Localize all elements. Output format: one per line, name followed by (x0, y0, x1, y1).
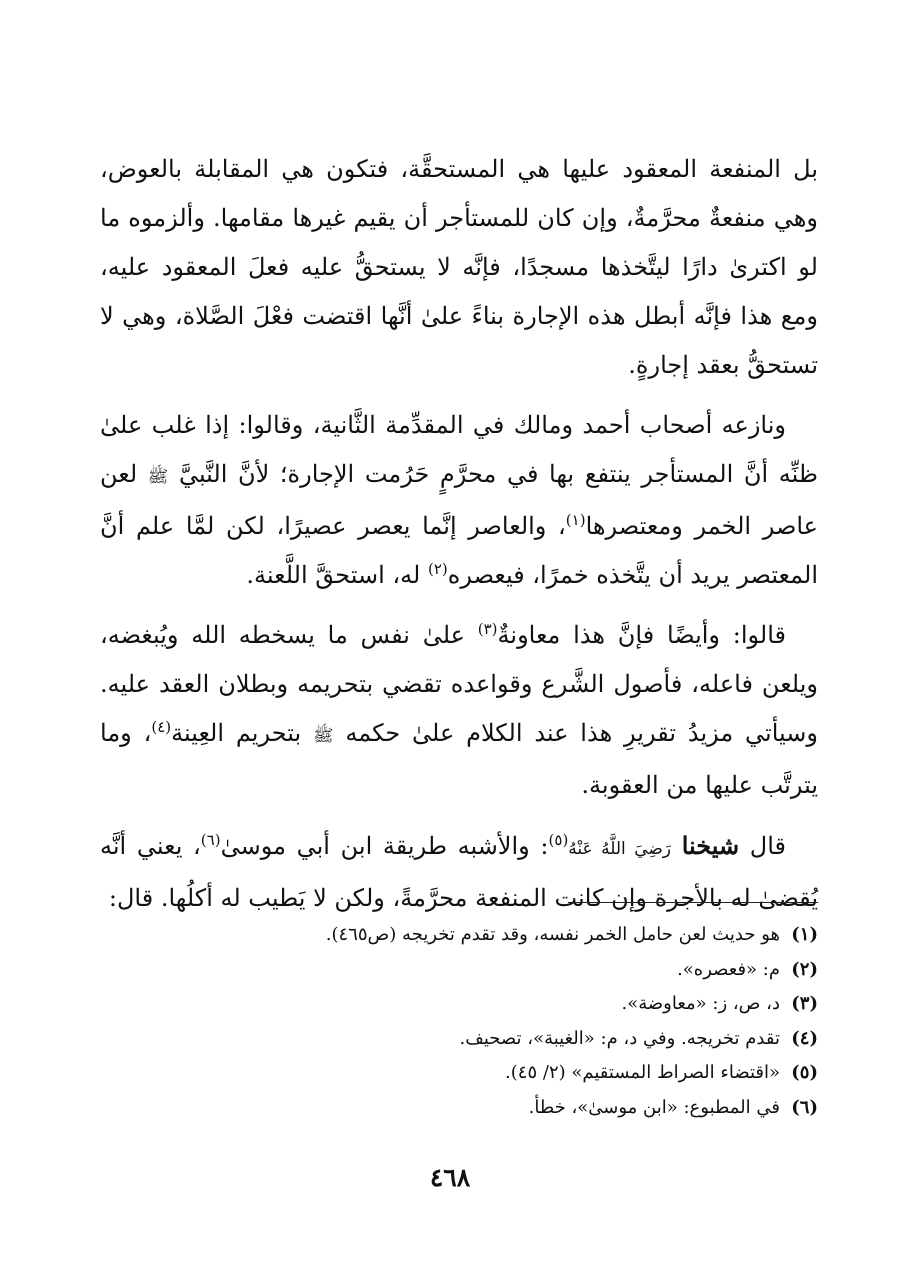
footnote-number: (٤) (791, 1027, 818, 1049)
salawat-glyph: ﷺ (312, 726, 334, 746)
footnote-ref-1[interactable]: (١) (565, 511, 586, 529)
honorific-glyph: رَضِيَ اللَّهُ عَنْهُ (568, 839, 672, 859)
footnote-ref-5[interactable]: (٥) (548, 831, 569, 849)
paragraph-2: ونازعه أصحاب أحمد ومالك في المقدِّمة الثَّانية، وقالوا: إذا غلب علىٰ ظنِّه أنَّ المستأجر ينتفع بها في محرَّمٍ حَرُمت الإجارة؛ لأنَّ النَّبيَّ ﷺ لعن عاصر الخمر ومعتصرها$^{(١)}$، والعاصر إنَّما يعصر عصيرًا، لكن لمَّا علم أنَّ المعتصر يريد أن يتَّخذه خمرًا، فيعصره$^{(٢)}$ له، استحقَّ اللَّعنة. (100, 411, 818, 589)
footnote-number: (٥) (791, 1062, 818, 1083)
paragraph-1: بل المنفعة المعقود عليها هي المستحقَّة، فتكون هي المقابلة بالعوض، وهي منفعةٌ محرَّمةٌ، وإن كان للمستأجر أن يقيم غيرها مقامها. وألزموه ما لو اكترىٰ دارًا ليتَّخذها مسجدًا، فإنَّه لا يستحقُّ عليه فعلَ المعقود عليه، ومع هذا فإنَّه أبطل هذه الإجارة بناءً علىٰ أنَّها اقتضت فعْلَ الصَّلاة، وهي لا تستحقُّ بعقد إجارةٍ. (100, 155, 818, 379)
footnote-number: (٢) (791, 958, 818, 980)
page-number: ٤٦٨ (429, 1163, 471, 1192)
salawat-glyph: ﷺ (147, 467, 169, 487)
footnote-text: تقدم تخريجه. وفي د، م: «الغيبة»، تصحيف. (459, 1027, 780, 1049)
footnote-item (118, 953, 818, 988)
paragraph-3: قالوا: وأيضًا فإنَّ هذا معاونةٌ$^{(٣)}$ علىٰ نفس ما يسخطه الله ويُبغضه، ويلعن فاعله، فأصول الشَّرع وقواعده تقضي بتحريمه وبطلان العقد عليه. وسيأتي مزيدُ تقريرِ هذا عند الكلام علىٰ حكمه ﷺ بتحريم العِينة$^{(٤)}$، وما يترتَّب عليها من العقوبة. (100, 620, 818, 799)
footnote-number: (٣) (791, 993, 818, 1014)
footnote-item (118, 987, 818, 1022)
footnote-text: «اقتضاء الصراط المستقيم» (٢/ ٤٥). (505, 1062, 780, 1083)
footnote-ref-2[interactable]: (٢) (427, 560, 448, 578)
paragraph-4: قال شيخنا رَضِيَ اللَّهُ عَنْهُ$^{(٥)}$: والأشبه طريقة ابن أبي موسىٰ$^{(٦)}$، يعني أنَّه يُقضىٰ له بالأجرة وإن كانت المنفعة محرَّمةً، ولكن لا يَطيب له أكلُها. قال: (100, 831, 818, 912)
shaykh-name: شيخنا (681, 831, 740, 860)
footnotes-list (118, 918, 818, 1125)
footnote-item (118, 1056, 818, 1091)
footnote-text: د، ص، ز: «معاوضة». (621, 993, 780, 1014)
footnote-number: (١) (791, 924, 818, 945)
footnote-text: في المطبوع: «ابن موسىٰ»، خطأ. (528, 1096, 780, 1118)
footnote-divider (568, 902, 818, 903)
footnote-number: (٦) (791, 1096, 818, 1118)
footnote-text: هو حديث لعن حامل الخمر نفسه، وقد تقدم تخريجه (ص٤٦٥). (325, 924, 780, 945)
footnote-item (118, 1091, 818, 1126)
footnote-item (118, 918, 818, 953)
footnote-text: م: «فعصره». (677, 958, 780, 980)
footnote-ref-3[interactable]: (٣) (477, 620, 498, 638)
main-text (100, 145, 818, 934)
footnote-item (118, 1022, 818, 1057)
footnote-ref-6[interactable]: (٦) (200, 831, 221, 849)
footnote-ref-4[interactable]: (٤) (151, 718, 172, 736)
